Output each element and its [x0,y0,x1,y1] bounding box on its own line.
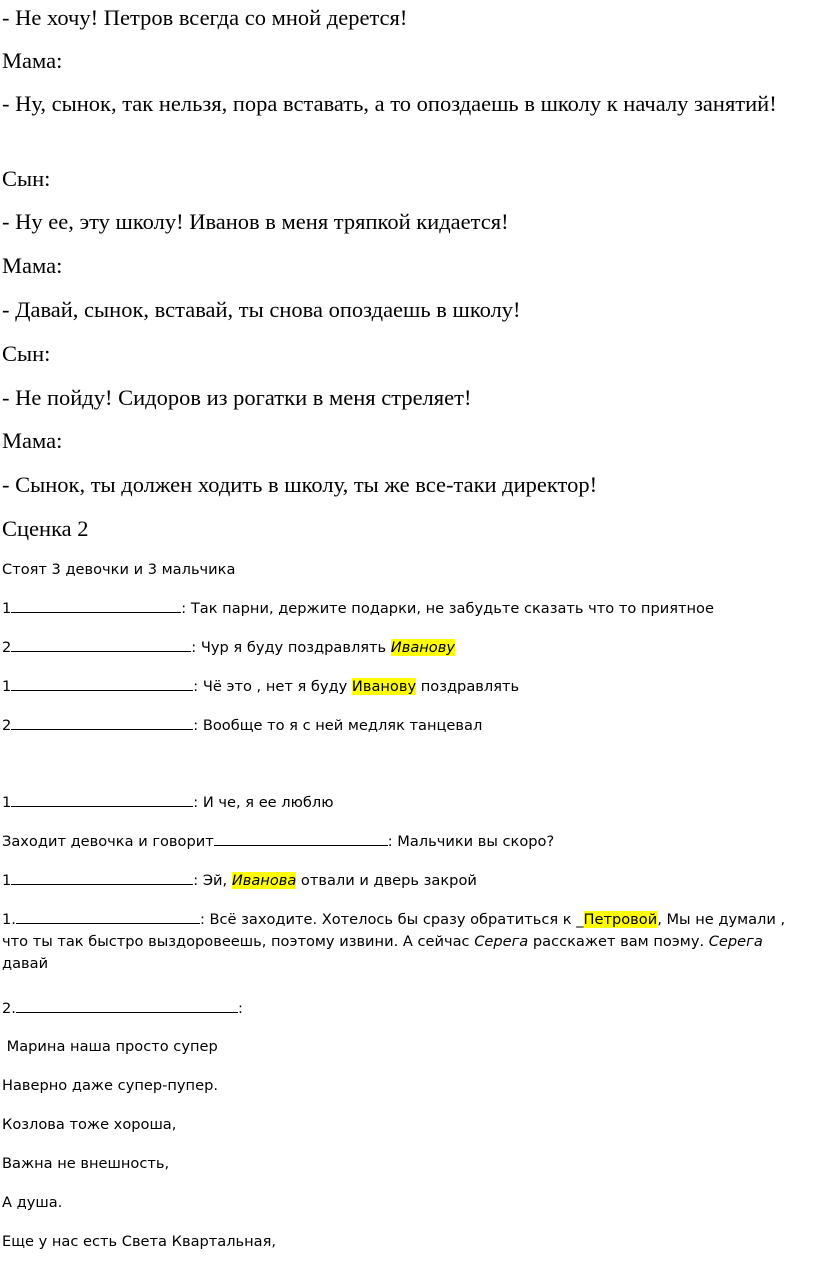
stage-direction: Стоят 3 девочки и 3 мальчика [2,561,236,578]
highlighted-name: Иванову [351,678,417,695]
role-number: 2. [2,1000,16,1017]
speaker-label: Сын: [2,166,51,191]
role-blank [16,997,238,1013]
script-line [2,997,243,1020]
role-blank [11,791,193,807]
line-text: : Вообще то я с ней медляк танцевал [193,717,483,734]
line-text: : Чё это , нет я буду [193,678,352,695]
dialogue-line: - Давай, сынок, вставай, ты снова опоздаешь в школу! [2,297,521,322]
script-line [2,636,455,659]
role-blank [11,869,193,885]
highlighted-name: Иванова [231,872,297,889]
poem-line: Еще у нас есть Света Квартальная, [2,1233,277,1250]
dialogue-line: - Ну ее, эту школу! Иванов в меня тряпкой кидается! [2,209,509,234]
dialogue-line: - Сынок, ты должен ходить в школу, ты же все-таки директор! [2,472,598,497]
poem-line: А душа. [2,1194,63,1211]
line-text: : Чур я буду поздравлять [191,639,391,656]
poem-line: Наверно даже супер-пупер. [2,1077,218,1094]
highlighted-name: Иванову [390,639,455,656]
script-line [2,908,812,975]
poem-line: Важна не внешность, [2,1155,170,1172]
dialogue-line: - Не хочу! Петров всегда со мной дерется! [2,5,408,30]
highlighted-name: Петровой [583,911,658,928]
italic-name: Серега [474,933,529,950]
line-text: давай [2,955,49,972]
script-line [2,869,477,892]
script-line [2,791,334,814]
role-number: 2 [2,717,12,734]
script-line [2,675,519,698]
poem-line: Марина наша просто супер [2,1038,218,1055]
role-blank [11,714,193,730]
script-line [2,597,714,620]
line-text: Заходит девочка и говорит [2,833,214,850]
italic-name: Серега [708,933,763,950]
scene-title: Сценка 2 [2,516,89,541]
line-text: расскажет вам поэму. [528,933,709,950]
role-blank [11,636,191,652]
role-number: 1 [2,872,12,889]
role-blank [11,675,193,691]
role-number: 2 [2,639,12,656]
line-text: поздравлять [416,678,520,695]
script-line [2,714,482,737]
line-text: : [237,1000,243,1017]
dialogue-line: - Ну, сынок, так нельзя, пора вставать, а то опоздаешь в школу к началу занятий! [2,91,777,116]
script-line [2,830,554,853]
speaker-label: Мама: [2,48,63,73]
role-number: 1 [2,794,12,811]
role-number: 1 [2,600,12,617]
speaker-label: Мама: [2,253,63,278]
speaker-label: Мама: [2,428,63,453]
poem-line: Козлова тоже хороша, [2,1116,177,1133]
line-text: , Мы не думали , что ты так быстро выздоровеешь, поэтому извини. А сейчас [2,911,786,950]
role-number: 1. [2,911,16,928]
line-text: : Эй, [193,872,232,889]
line-text: : И че, я ее люблю [193,794,334,811]
role-blank [16,908,200,924]
line-text: : Всё заходите. Хотелось бы сразу обратиться к _ [199,911,584,928]
speaker-label: Сын: [2,341,51,366]
role-blank [214,830,388,846]
role-blank [11,597,181,613]
line-text: отвали и дверь закрой [296,872,477,889]
line-text: : Мальчики вы скоро? [387,833,555,850]
dialogue-line: - Не пойду! Сидоров из рогатки в меня стреляет! [2,385,472,410]
role-number: 1 [2,678,12,695]
line-text: : Так парни, держите подарки, не забудьте сказать что то приятное [181,600,714,617]
